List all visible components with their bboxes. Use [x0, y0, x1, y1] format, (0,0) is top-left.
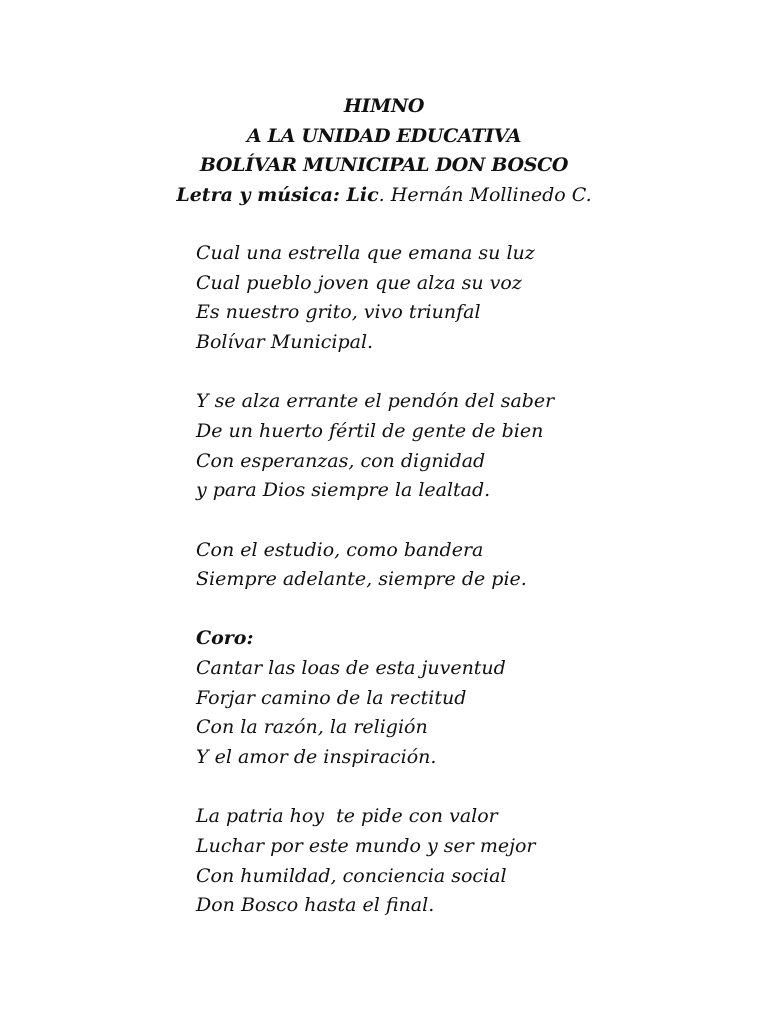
hymn-subtitle-school: A LA UNIDAD EDUCATIVA: [246, 124, 522, 147]
lyric-line: La patria hoy te pide con valor: [196, 805, 498, 828]
hymn-lyrics: [196, 239, 756, 951]
author-credit-name: Hernán Mollinedo C.: [384, 183, 592, 206]
author-credit-label: Letra y música: Lic: [176, 183, 379, 206]
stanza-3: [196, 536, 756, 595]
author-credit-dot: .: [378, 183, 385, 206]
lyric-line: Y se alza errante el pendón del saber: [196, 390, 555, 413]
stanza-2: [196, 387, 756, 506]
lyric-line: De un huerto fértil de gente de bien: [196, 419, 544, 442]
author-credit: [0, 181, 768, 211]
lyric-line: Forjar camino de la rectitud: [196, 686, 467, 709]
lyric-line: Cantar las loas de esta juventud: [196, 657, 506, 680]
stanza-1: [196, 239, 756, 358]
lyric-line: Luchar por este mundo y ser mejor: [196, 835, 536, 857]
lyric-line: Con humildad, conciencia social: [196, 864, 507, 887]
lyric-line: Cual pueblo joven que alza su voz: [196, 271, 522, 294]
lyric-line: Es nuestro grito, vivo triunfal: [196, 301, 481, 324]
hymn-title-block: [0, 92, 768, 210]
lyric-line: y para Dios siempre la lealtad.: [196, 479, 491, 502]
hymn-title: HIMNO: [343, 95, 425, 117]
lyric-line: Y el amor de inspiración.: [196, 746, 437, 769]
chorus: [196, 624, 756, 772]
lyric-line: Siempre adelante, siempre de pie.: [196, 568, 527, 591]
hymn-subtitle-name: BOLÍVAR MUNICIPAL DON BOSCO: [199, 154, 569, 176]
lyric-line: Cual una estrella que emana su luz: [196, 242, 535, 264]
chorus-heading: Coro:: [196, 627, 254, 650]
lyric-line: Bolívar Municipal.: [196, 331, 374, 354]
lyric-line: Don Bosco hasta el final.: [196, 894, 435, 917]
lyric-line: Con el estudio, como bandera: [196, 538, 484, 561]
lyric-line: Con la razón, la religión: [196, 716, 428, 739]
stanza-4: [196, 802, 756, 921]
lyric-line: Con esperanzas, con dignidad: [196, 449, 486, 472]
